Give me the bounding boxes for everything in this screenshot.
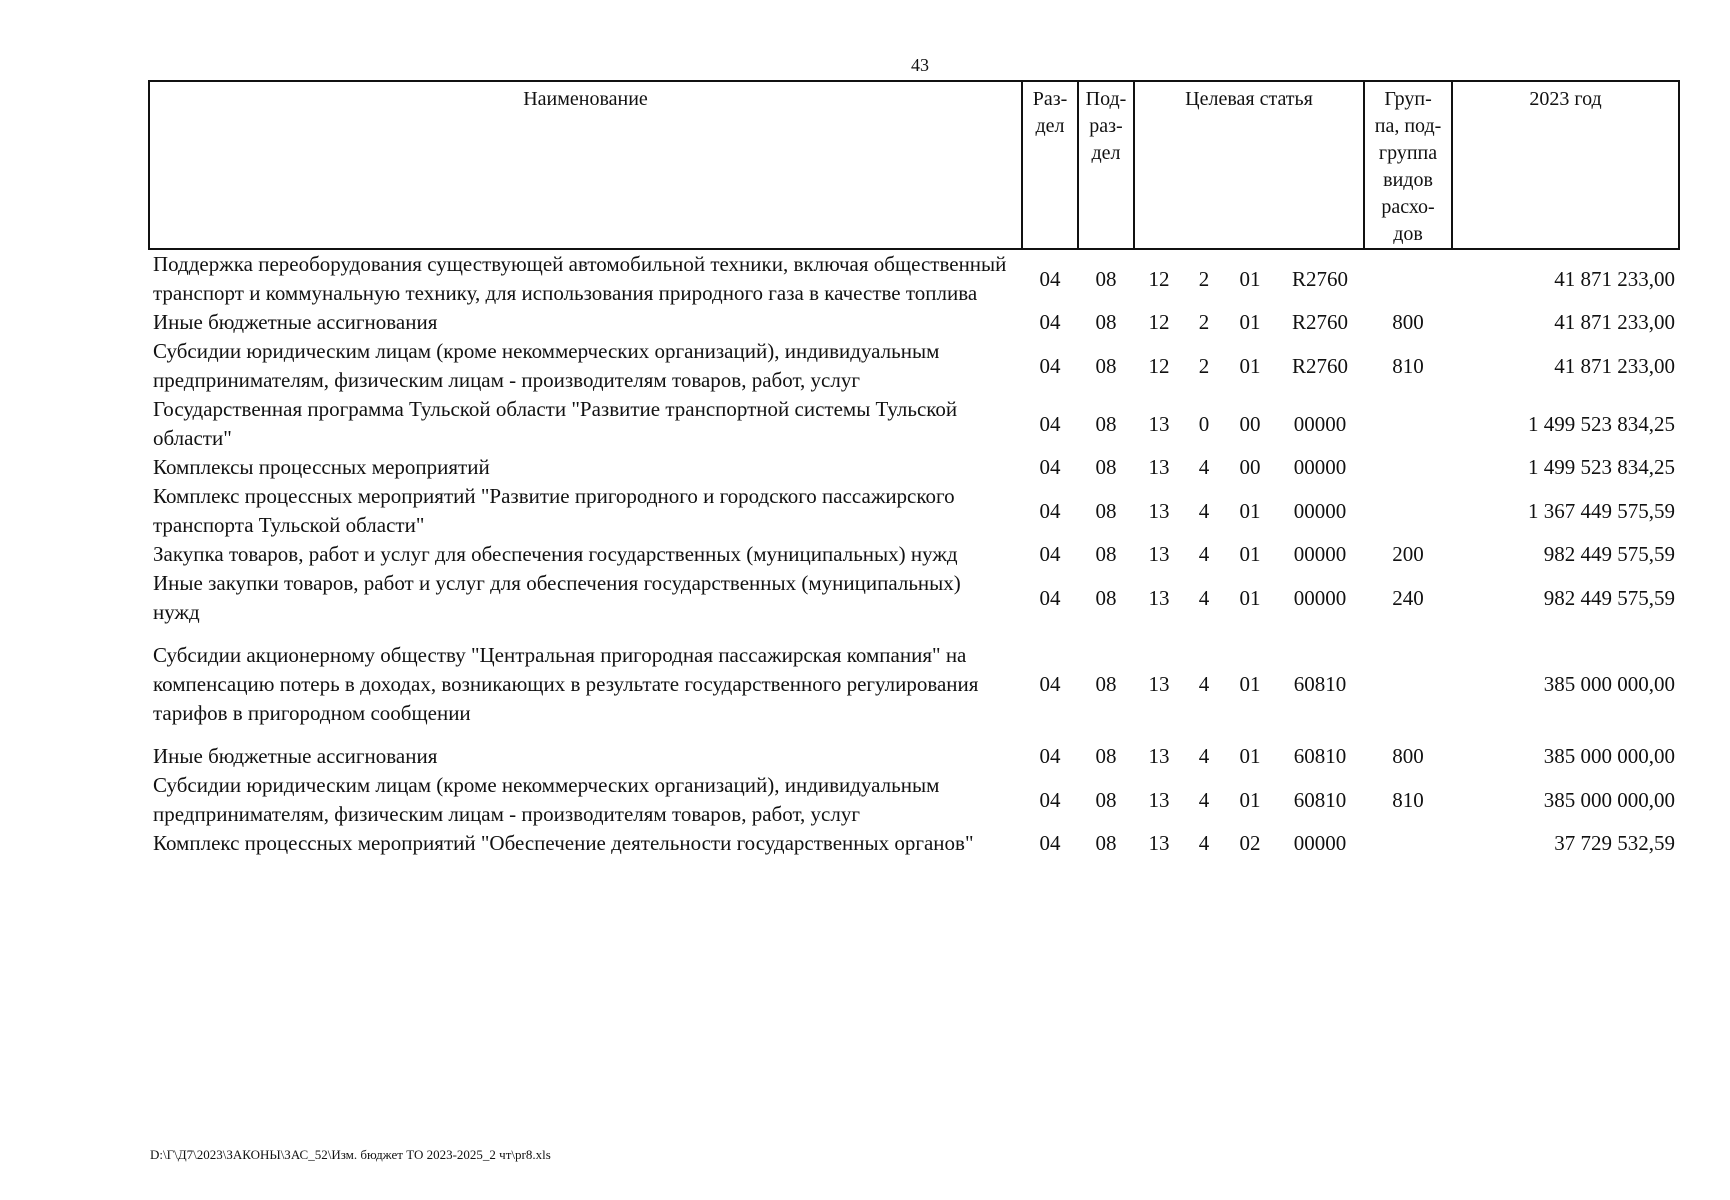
row-name: Закупка товаров, работ и услуг для обеспечения государственных (муниципальных) нужд xyxy=(153,542,958,566)
row-section: 04 xyxy=(1039,672,1061,696)
row-target-main: 00 xyxy=(1239,455,1261,479)
row-target-main: 01 xyxy=(1239,498,1261,523)
row-target-program: 13 xyxy=(1148,744,1170,768)
row-expense-group: 810 xyxy=(1392,787,1424,812)
row-amount: 41 871 233,00 xyxy=(1554,266,1676,291)
header-section: Раз- дел xyxy=(1022,81,1078,249)
row-subsection: 08 xyxy=(1095,353,1117,378)
row-amount: 982 449 575,59 xyxy=(1543,542,1676,566)
row-amount: 1 499 523 834,25 xyxy=(1528,455,1676,479)
row-expense-group: 800 xyxy=(1392,310,1424,334)
row-section: 04 xyxy=(1039,498,1061,523)
row-name: Комплексы процессных мероприятий xyxy=(153,455,490,479)
row-target-type: 4 xyxy=(1198,744,1210,768)
table-row xyxy=(149,249,1679,308)
row-expense-group xyxy=(1364,627,1452,742)
row-name: Комплекс процессных мероприятий "Обеспечение деятельности государственных органов" xyxy=(153,831,974,855)
row-target-code: 60810 xyxy=(1293,787,1347,812)
row-name: Государственная программа Тульской области "Развитие транспортной системы Тульской области" xyxy=(153,397,958,450)
row-subsection: 08 xyxy=(1095,672,1117,696)
row-amount: 1 367 449 575,59 xyxy=(1528,498,1676,523)
row-target-type: 2 xyxy=(1198,266,1210,291)
row-subsection: 08 xyxy=(1095,498,1117,523)
row-section: 04 xyxy=(1039,411,1061,436)
row-target-code: 00000 xyxy=(1293,542,1347,566)
header-year-2023: 2023 год xyxy=(1452,81,1679,249)
row-target-main: 01 xyxy=(1239,542,1261,566)
row-name: Поддержка переоборудования существующей автомобильной техники, включая общественный транспорт и коммунальную технику, для использования природного газа в качестве топлива xyxy=(153,252,1007,305)
row-expense-group: 240 xyxy=(1392,585,1424,610)
row-subsection: 08 xyxy=(1095,542,1117,566)
row-target-program: 13 xyxy=(1148,672,1170,696)
row-subsection: 08 xyxy=(1095,831,1117,855)
page-number: 43 xyxy=(911,55,929,75)
row-expense-group xyxy=(1364,482,1452,540)
row-name: Субсидии акционерному обществу "Центральная пригородная пассажирская компания" на компенсацию потерь в доходах, возникающих в результате государственного регулирования тарифов в пригородном сообщении xyxy=(153,643,979,725)
row-amount: 385 000 000,00 xyxy=(1543,787,1676,812)
row-subsection: 08 xyxy=(1095,744,1117,768)
row-expense-group xyxy=(1364,249,1452,308)
row-subsection: 08 xyxy=(1095,411,1117,436)
table-row xyxy=(149,337,1679,395)
row-target-main: 01 xyxy=(1239,266,1261,291)
row-section: 04 xyxy=(1039,310,1061,334)
row-name: Субсидии юридическим лицам (кроме некоммерческих организаций), индивидуальным предпринимателям, физическим лицам - производителям товаров, работ, услуг xyxy=(153,339,940,392)
table-row xyxy=(149,742,1679,771)
row-target-program: 13 xyxy=(1148,411,1170,436)
row-target-program: 13 xyxy=(1148,455,1170,479)
row-target-program: 13 xyxy=(1148,787,1170,812)
table-row xyxy=(149,627,1679,742)
row-section: 04 xyxy=(1039,585,1061,610)
row-amount: 41 871 233,00 xyxy=(1554,353,1676,378)
row-amount: 385 000 000,00 xyxy=(1543,672,1676,696)
row-target-program: 13 xyxy=(1148,498,1170,523)
row-target-type: 4 xyxy=(1198,787,1210,812)
row-section: 04 xyxy=(1039,542,1061,566)
row-expense-group: 200 xyxy=(1392,542,1424,566)
row-target-program: 13 xyxy=(1148,542,1170,566)
row-target-code: R2760 xyxy=(1292,353,1349,378)
row-section: 04 xyxy=(1039,831,1061,855)
row-target-code: R2760 xyxy=(1292,310,1349,334)
header-subsection: Под- раз- дел xyxy=(1078,81,1134,249)
row-target-program: 13 xyxy=(1148,831,1170,855)
row-target-code: 00000 xyxy=(1293,498,1347,523)
row-subsection: 08 xyxy=(1095,455,1117,479)
table-row xyxy=(149,482,1679,540)
row-target-type: 4 xyxy=(1198,672,1210,696)
table-row xyxy=(149,395,1679,453)
row-section: 04 xyxy=(1039,787,1061,812)
row-section: 04 xyxy=(1039,266,1061,291)
row-expense-group xyxy=(1364,453,1452,482)
row-section: 04 xyxy=(1039,744,1061,768)
table-row xyxy=(149,771,1679,829)
row-target-code: 00000 xyxy=(1293,831,1347,855)
row-expense-group xyxy=(1364,829,1452,858)
row-target-type: 2 xyxy=(1198,353,1210,378)
row-name: Комплекс процессных мероприятий "Развитие пригородного и городского пассажирского транспорта Тульской области" xyxy=(153,484,955,537)
row-target-main: 01 xyxy=(1239,310,1261,334)
row-subsection: 08 xyxy=(1095,585,1117,610)
row-subsection: 08 xyxy=(1095,310,1117,334)
row-amount: 37 729 532,59 xyxy=(1554,831,1676,855)
row-target-program: 12 xyxy=(1148,353,1170,378)
header-target-article: Целевая статья xyxy=(1134,81,1364,249)
row-target-program: 12 xyxy=(1148,310,1170,334)
row-target-type: 4 xyxy=(1198,831,1210,855)
table-row xyxy=(149,569,1679,627)
row-amount: 982 449 575,59 xyxy=(1543,585,1676,610)
row-subsection: 08 xyxy=(1095,266,1117,291)
row-expense-group xyxy=(1364,395,1452,453)
row-name: Иные бюджетные ассигнования xyxy=(153,744,438,768)
row-target-main: 01 xyxy=(1239,744,1261,768)
row-target-code: 00000 xyxy=(1293,455,1347,479)
row-target-code: 60810 xyxy=(1293,744,1347,768)
row-target-type: 4 xyxy=(1198,542,1210,566)
file-path-footer: D:\Г\Д7\2023\ЗАКОНЫ\ЗАС_52\Изм. бюджет ТО 2023-2025_2 чт\pr8.xls xyxy=(150,1147,551,1162)
row-name: Иные закупки товаров, работ и услуг для обеспечения государственных (муниципальных) нужд xyxy=(153,571,961,624)
row-amount: 41 871 233,00 xyxy=(1554,310,1676,334)
row-target-code: 00000 xyxy=(1293,411,1347,436)
row-target-main: 01 xyxy=(1239,787,1261,812)
row-target-type: 4 xyxy=(1198,585,1210,610)
row-target-type: 4 xyxy=(1198,498,1210,523)
row-target-type: 2 xyxy=(1198,310,1210,334)
row-name: Субсидии юридическим лицам (кроме некоммерческих организаций), индивидуальным предпринимателям, физическим лицам - производителям товаров, работ, услуг xyxy=(153,773,940,826)
row-target-type: 0 xyxy=(1198,411,1210,436)
row-target-main: 02 xyxy=(1239,831,1261,855)
table-row xyxy=(149,453,1679,482)
table-row xyxy=(149,540,1679,569)
row-target-program: 13 xyxy=(1148,585,1170,610)
row-name: Иные бюджетные ассигнования xyxy=(153,310,438,334)
row-target-main: 00 xyxy=(1239,411,1261,436)
header-expense-group: Груп- па, под- группа видов расхо- дов xyxy=(1364,81,1452,249)
row-amount: 1 499 523 834,25 xyxy=(1528,411,1676,436)
row-expense-group: 800 xyxy=(1392,744,1424,768)
budget-table xyxy=(148,80,1680,858)
table-row xyxy=(149,829,1679,858)
row-section: 04 xyxy=(1039,455,1061,479)
row-target-code: R2760 xyxy=(1292,266,1349,291)
row-target-main: 01 xyxy=(1239,353,1261,378)
header-name: Наименование xyxy=(149,81,1022,249)
row-expense-group: 810 xyxy=(1392,353,1424,378)
row-subsection: 08 xyxy=(1095,787,1117,812)
row-section: 04 xyxy=(1039,353,1061,378)
row-target-main: 01 xyxy=(1239,672,1261,696)
table-row xyxy=(149,308,1679,337)
row-amount: 385 000 000,00 xyxy=(1543,744,1676,768)
table-header-row xyxy=(149,81,1679,249)
row-target-type: 4 xyxy=(1198,455,1210,479)
row-target-code: 60810 xyxy=(1293,672,1347,696)
row-target-main: 01 xyxy=(1239,585,1261,610)
row-target-code: 00000 xyxy=(1293,585,1347,610)
row-target-program: 12 xyxy=(1148,266,1170,291)
